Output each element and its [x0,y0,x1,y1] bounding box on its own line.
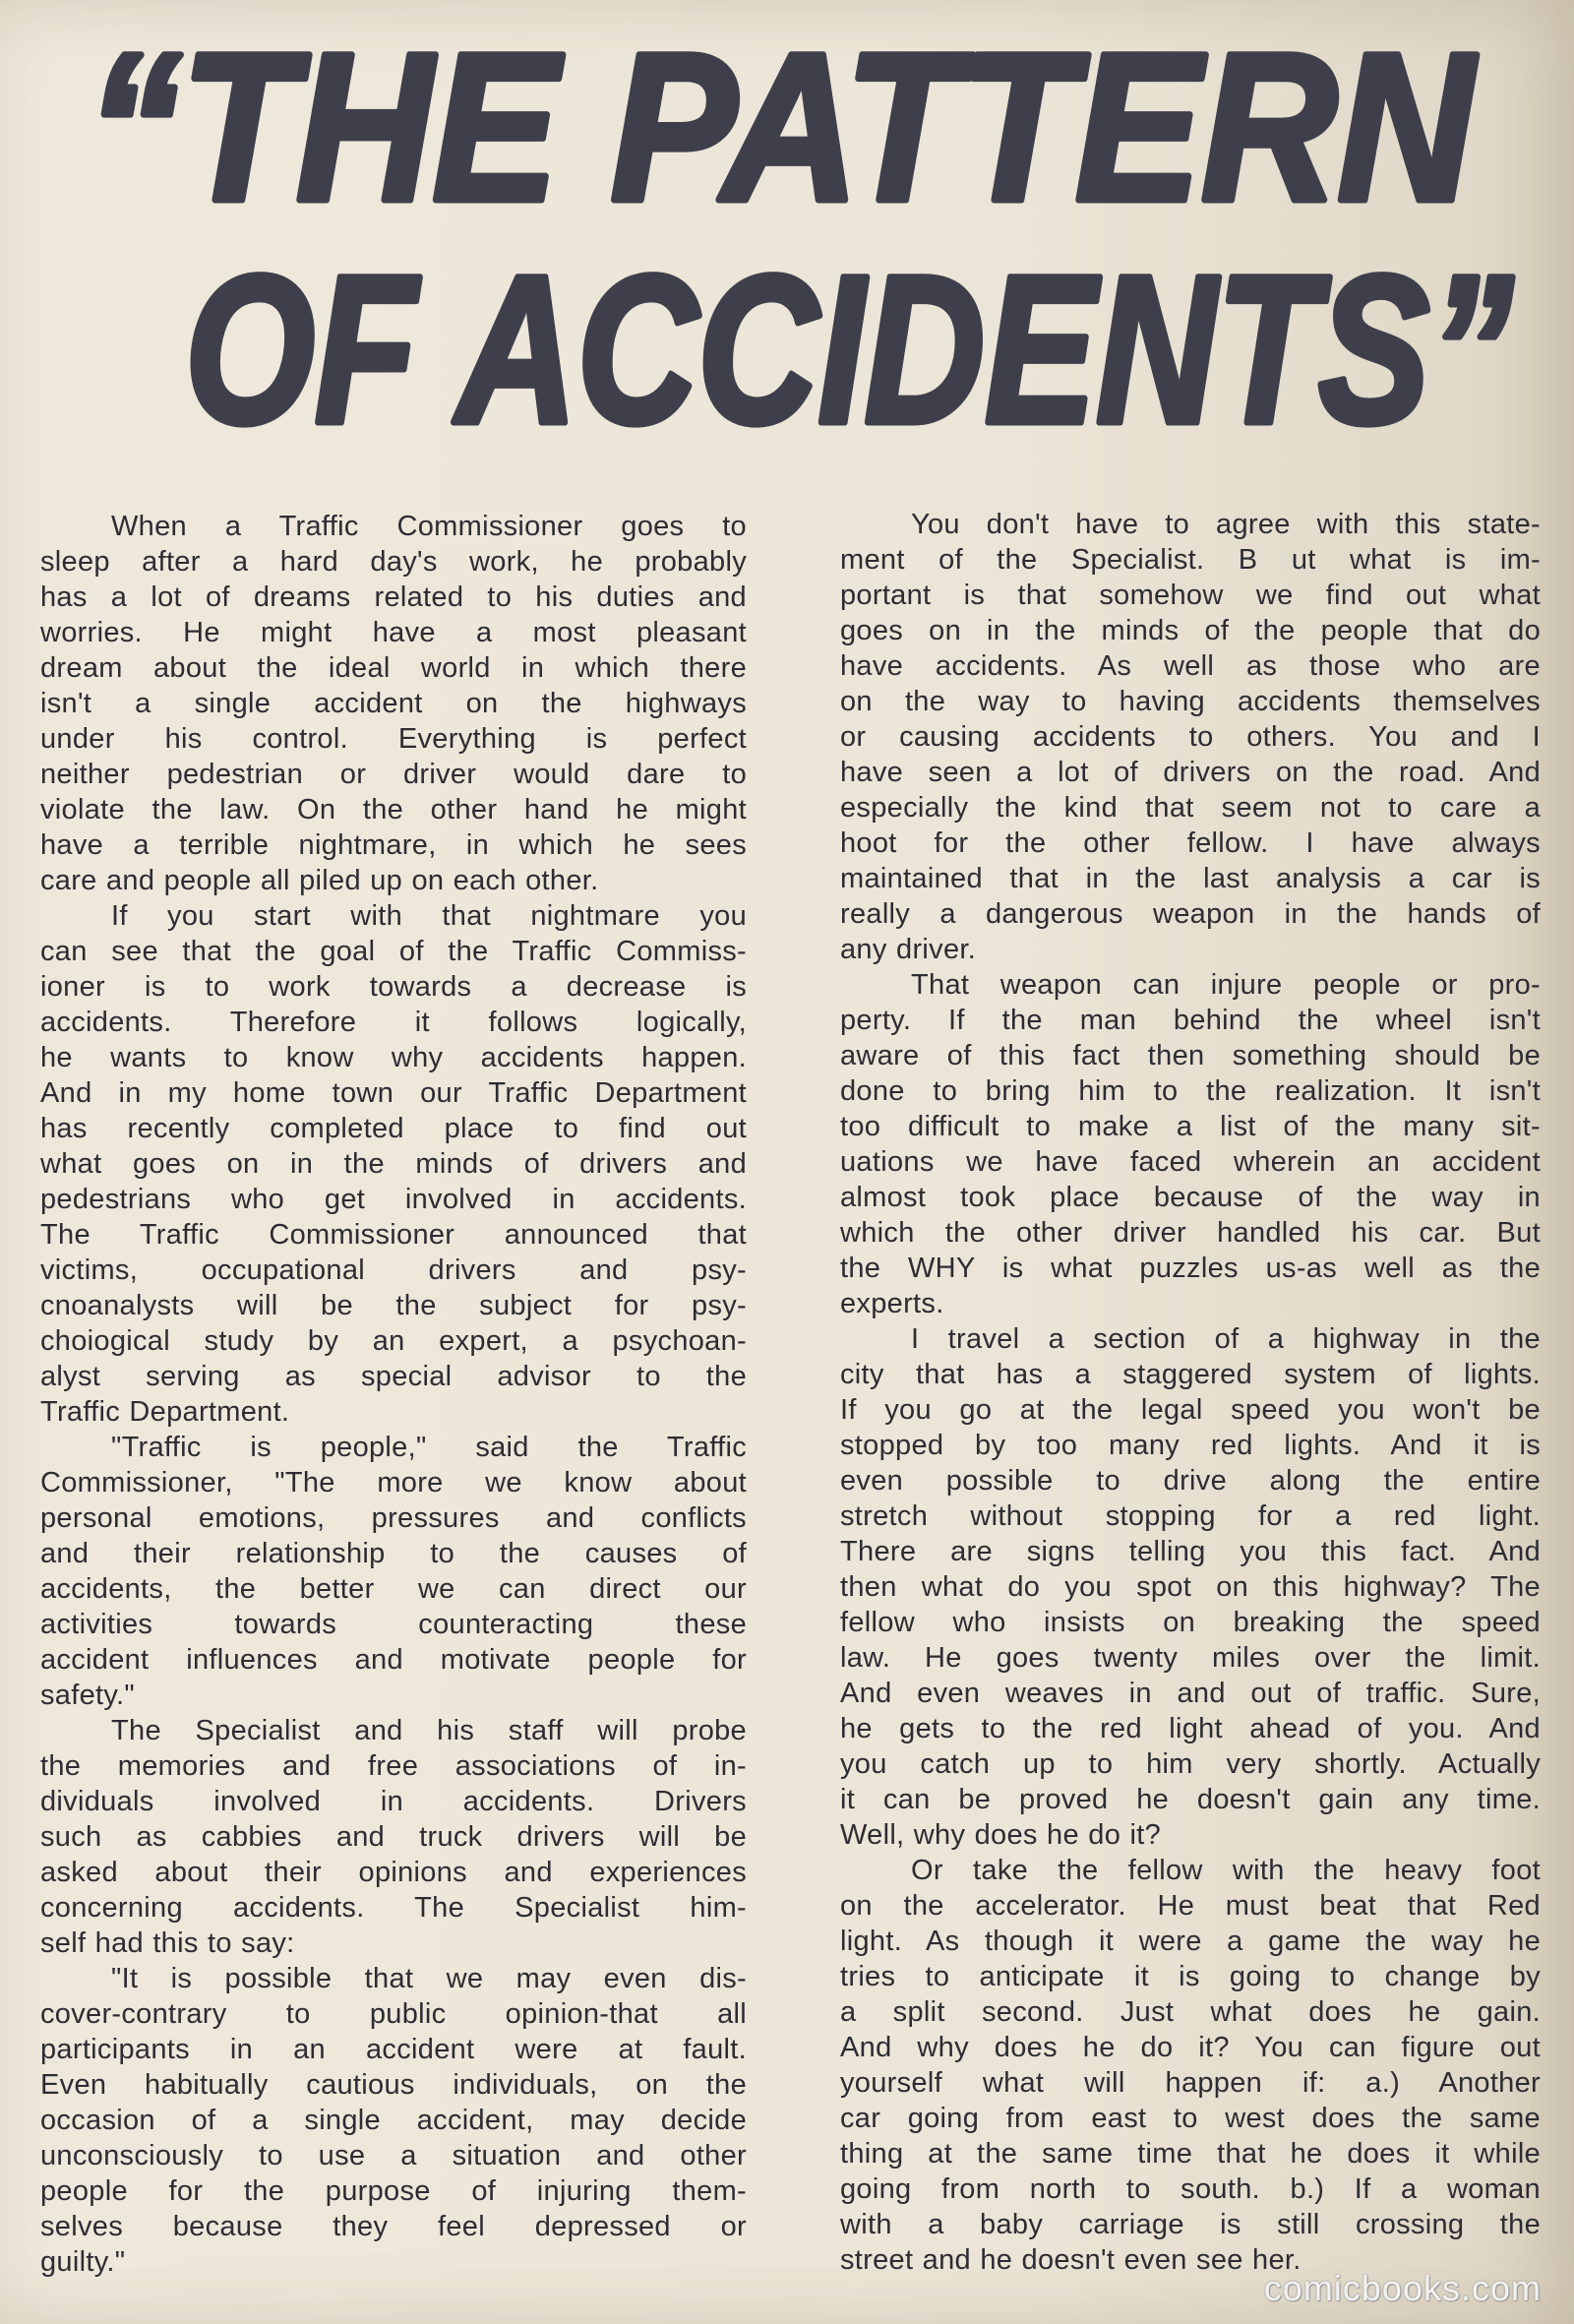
text-line: There are signs telling you this fact. And [840,1536,1541,1567]
text-line: worries. He might have a most pleasant [40,617,747,648]
paragraph [40,1430,747,1713]
text-line: on the way to having accidents themselves [840,686,1541,717]
title-line-1: “THE PATTERN [87,10,1478,245]
text-line: choiogical study by an expert, a psychoan- [40,1325,747,1357]
text-line: And in my home town our Traffic Department [40,1077,747,1109]
text-line: ment of the Specialist. B ut what is im- [840,544,1541,576]
text-line: When a Traffic Commissioner goes to [111,511,747,542]
text-line: law. He goes twenty miles over the limit. [840,1642,1541,1674]
text-line: too difficult to make a list of the many sit- [840,1111,1541,1142]
text-line: care and people all piled up on each other. [40,865,599,896]
text-line: has recently completed place to find out [40,1113,747,1144]
article-title [0,0,1574,453]
text-line: guilty." [40,2246,126,2278]
text-line: have accidents. As well as those who are [840,650,1541,682]
text-line: pedestrians who get involved in accidents. [40,1184,747,1215]
text-line: The Specialist and his staff will probe [111,1715,747,1746]
text-line: sleep after a hard day's work, he probably [40,546,747,578]
text-line: dividuals involved in accidents. Drivers [40,1786,747,1817]
text-line: even possible to drive along the entire [840,1465,1541,1497]
text-line: thing at the same time that he does it while [840,2138,1541,2170]
paragraph [40,509,747,898]
text-line: have seen a lot of drivers on the road. And [840,757,1541,788]
text-line: almost took place because of the way in [840,1182,1541,1213]
text-line: unconsciously to use a situation and other [40,2140,747,2171]
text-line: victims, occupational drivers and psy- [40,1254,747,1286]
text-line: perty. If the man behind the wheel isn't [840,1005,1541,1036]
text-line: "Traffic is people," said the Traffic [111,1432,747,1463]
text-line: uations we have faced wherein an accident [840,1146,1541,1178]
text-line: cnoanalysts will be the subject for psy- [40,1290,747,1321]
text-line: car going from east to west does the same [840,2103,1541,2134]
text-line: stretch without stopping for a red light. [840,1500,1541,1532]
text-line: can see that the goal of the Traffic Commiss- [40,936,747,967]
text-line: If you go at the legal speed you won't be [840,1394,1541,1426]
text-line: and their relationship to the causes of [40,1538,747,1569]
text-line: ioner is to work towards a decrease is [40,971,747,1003]
text-line: That weapon can injure people or pro- [911,969,1541,1001]
text-line: And why does he do it? You can figure out [840,2032,1541,2063]
text-line: city that has a staggered system of lights. [840,1359,1541,1390]
text-line: I travel a section of a highway in the [911,1323,1541,1355]
paragraph [40,898,747,1430]
text-line: on the accelerator. He must beat that Red [840,1890,1541,1922]
text-line: such as cabbies and truck drivers will be [40,1821,747,1853]
text-line: portant is that somehow we find out what [840,580,1541,611]
paragraph [40,1961,747,2280]
text-line: the memories and free associations of in- [40,1750,747,1782]
text-line: Traffic Department. [40,1396,290,1428]
text-line: personal emotions, pressures and conflicts [40,1502,747,1534]
text-line: the WHY is what puzzles us-as well as the [840,1253,1541,1284]
text-line: self had this to say: [40,1927,295,1959]
text-line: cover-contrary to public opinion-that all [40,1998,747,2030]
text-line: experts. [840,1288,944,1319]
text-line: dream about the ideal world in which there [40,652,747,684]
right-column [840,507,1541,2278]
text-line: really a dangerous weapon in the hands of [840,898,1541,930]
text-line: or causing accidents to others. You and I [840,721,1541,753]
text-line: asked about their opinions and experiences [40,1857,747,1888]
text-line: a split second. Just what does he gain. [840,1996,1541,2028]
text-line: accident influences and motivate people for [40,1644,747,1676]
text-line: street and he doesn't even see her. [840,2244,1302,2276]
text-line: Even habitually cautious individuals, on the [40,2069,747,2101]
text-line: maintained that in the last analysis a car is [840,863,1541,894]
text-line: concerning accidents. The Specialist him- [40,1892,747,1924]
text-line: he wants to know why accidents happen. [40,1042,747,1073]
text-line: selves because they feel depressed or [40,2211,747,2242]
text-line: tries to anticipate it is going to change by [840,1961,1541,1992]
paragraph [840,967,1541,1321]
text-line: it can be proved he doesn't gain any time. [840,1784,1541,1815]
text-line: has a lot of dreams related to his duties and [40,581,747,613]
text-line: going from north to south. b.) If a woman [840,2173,1541,2205]
text-line: And even weaves in and out of traffic. Sure, [840,1678,1541,1709]
text-line: hoot for the other fellow. I have always [840,827,1541,859]
text-line: accidents, the better we can direct our [40,1573,747,1605]
paragraph [840,1321,1541,1853]
text-line: stopped by too many red lights. And it is [840,1430,1541,1461]
text-line: accidents. Therefore it follows logically, [40,1007,747,1038]
text-line: have a terrible nightmare, in which he sees [40,829,747,861]
text-line: he gets to the red light ahead of you. And [840,1713,1541,1744]
text-line: goes on in the minds of the people that do [840,615,1541,646]
text-line: alyst serving as special advisor to the [40,1361,747,1392]
text-line: what goes on in the minds of drivers and [40,1148,747,1180]
text-line: If you start with that nightmare you [111,900,747,932]
text-line: yourself what will happen if: a.) Another [840,2067,1541,2099]
text-line: people for the purpose of injuring them- [40,2175,747,2207]
text-line: fellow who insists on breaking the speed [840,1607,1541,1638]
text-line: especially the kind that seem not to care a [840,792,1541,824]
text-line: done to bring him to the realization. It isn't [840,1075,1541,1107]
text-line: which the other driver handled his car. But [840,1217,1541,1249]
text-line: safety." [40,1680,135,1711]
text-line: then what do you spot on this highway? The [840,1571,1541,1603]
text-line: Or take the fellow with the heavy foot [911,1855,1541,1886]
text-line: with a baby carriage is still crossing the [840,2209,1541,2240]
text-line: activities towards counteracting these [40,1609,747,1640]
text-line: You don't have to agree with this state- [911,509,1541,540]
text-line: The Traffic Commissioner announced that [40,1219,747,1251]
text-line: violate the law. On the other hand he might [40,794,747,826]
paragraph [40,1713,747,1961]
text-line: you catch up to him very shortly. Actually [840,1748,1541,1780]
title-line-2: OF ACCIDENTS” [185,232,1513,453]
text-line: any driver. [840,934,977,965]
text-line: aware of this fact then something should be [840,1040,1541,1071]
text-line: Commissioner, "The more we know about [40,1467,747,1498]
text-line: under his control. Everything is perfect [40,723,747,755]
left-column [40,509,747,2280]
text-line: Well, why does he do it? [840,1819,1162,1851]
watermark: comicbooks.com [1263,2268,1542,2308]
text-line: isn't a single accident on the highways [40,688,747,719]
paragraph [840,1853,1541,2278]
text-line: neither pedestrian or driver would dare to [40,759,747,790]
text-line: participants in an accident were at fault. [40,2034,747,2065]
text-line: "It is possible that we may even dis- [111,1963,747,1994]
text-line: light. As though it were a game the way he [840,1926,1541,1957]
paragraph [840,507,1541,967]
text-line: occasion of a single accident, may decide [40,2105,747,2136]
